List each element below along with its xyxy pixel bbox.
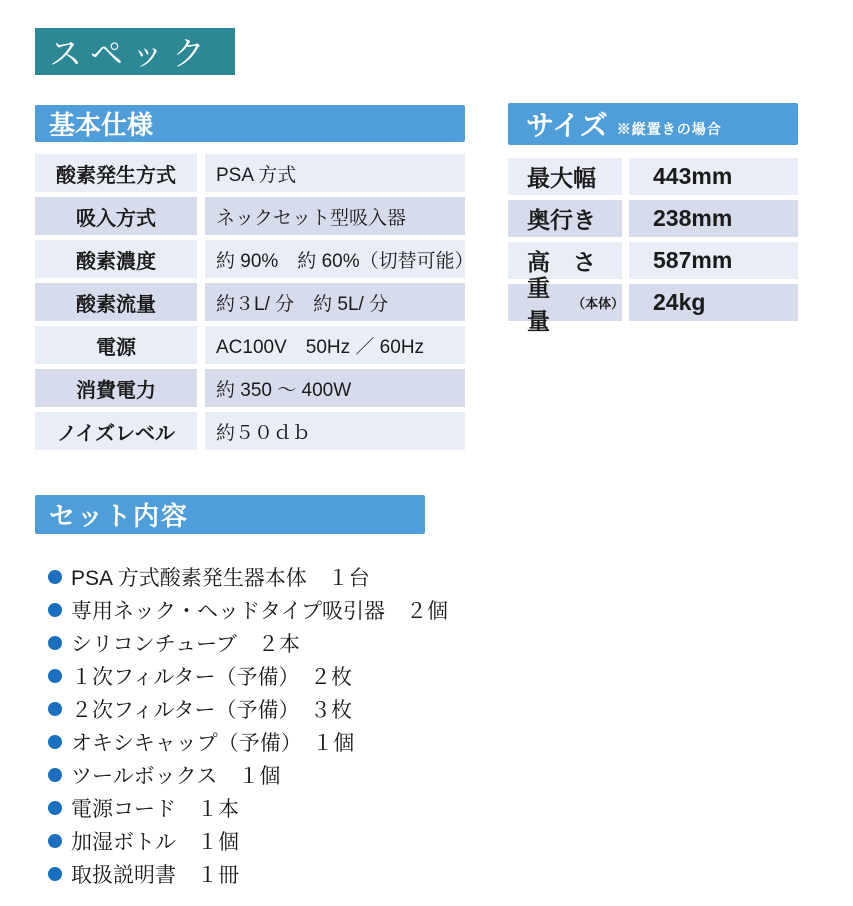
spec-row-label: 酸素発生方式 (35, 154, 197, 192)
spec-row-label: 消費電力 (35, 369, 197, 407)
basic-spec-header: 基本仕様 (35, 105, 465, 142)
spec-row (35, 326, 465, 364)
spec-row-label: 酸素濃度 (35, 240, 197, 278)
size-row (508, 158, 798, 195)
bullet-icon (48, 603, 62, 617)
bullet-icon (48, 801, 62, 815)
spec-row (35, 283, 465, 321)
size-header (508, 103, 798, 145)
spec-row-label: 電源 (35, 326, 197, 364)
set-item (35, 857, 495, 890)
size-row-value: 587mm (629, 242, 798, 279)
set-item (35, 626, 495, 659)
set-item-label: オキシキャップ（予備） １個 (71, 731, 355, 755)
size-row-label: 奥行き (508, 200, 622, 237)
set-item (35, 824, 495, 857)
spec-row-value: 約 90% 約 60%（切替可能） (205, 240, 465, 278)
spec-row-value: PSA 方式 (205, 154, 465, 192)
size-row-label-note: （本体） (572, 296, 625, 311)
set-item-label: ２次フィルター（予備） ３枚 (71, 698, 352, 722)
spec-row-value: ネックセット型吸入器 (205, 197, 465, 235)
spec-row (35, 369, 465, 407)
bullet-icon (48, 570, 62, 584)
size-row-value: 24kg (629, 284, 798, 321)
set-item-label: 電源コード １本 (71, 797, 239, 821)
size-header-note: ※縦置きの場合 (616, 121, 722, 137)
set-contents-section (35, 495, 495, 890)
set-item (35, 659, 495, 692)
spec-row (35, 240, 474, 278)
set-item-label: ツールボックス １個 (71, 764, 281, 788)
set-item (35, 725, 495, 758)
size-row (508, 200, 798, 237)
spec-row-label: 酸素流量 (35, 283, 197, 321)
size-row-label: 重量 （本体） (508, 284, 622, 321)
spec-row (35, 154, 465, 192)
bullet-icon (48, 735, 62, 749)
spec-row-label: 吸入方式 (35, 197, 197, 235)
bullet-icon (48, 867, 62, 881)
basic-spec-section (35, 105, 474, 455)
set-item (35, 593, 495, 626)
set-item-label: PSA 方式酸素発生器本体 １台 (71, 566, 370, 590)
set-item-label: 加湿ボトル １個 (71, 830, 239, 854)
size-table (508, 158, 798, 334)
set-item (35, 692, 495, 725)
bullet-icon (48, 768, 62, 782)
set-contents-header: セット内容 (35, 495, 425, 534)
set-item (35, 560, 495, 593)
bullet-icon (48, 669, 62, 683)
spec-row-value: 約５０ｄｂ (205, 412, 465, 450)
bullet-icon (48, 636, 62, 650)
set-item-label: シリコンチューブ ２本 (71, 632, 300, 656)
set-item (35, 758, 495, 791)
size-header-title: サイズ (526, 111, 608, 142)
set-contents-list (35, 560, 495, 890)
spec-row-value: 約 350 ～ 400W (205, 369, 465, 407)
set-item-label: 専用ネック・ヘッドタイプ吸引器 ２個 (71, 599, 448, 623)
size-row-value: 238mm (629, 200, 798, 237)
set-item-label: １次フィルター（予備） ２枚 (71, 665, 352, 689)
page-title: スペック (35, 28, 235, 75)
bullet-icon (48, 702, 62, 716)
size-row-label: 最大幅 (508, 158, 622, 195)
basic-spec-table (35, 154, 474, 450)
spec-row (35, 197, 465, 235)
spec-row-value: AC100V 50Hz ／ 60Hz (205, 326, 465, 364)
size-row-label: 高 さ (508, 242, 622, 279)
set-item-label: 取扱説明書 １冊 (71, 863, 239, 887)
set-item (35, 791, 495, 824)
spec-row-value: 約３L/ 分 約 5L/ 分 (205, 283, 465, 321)
size-row (508, 274, 798, 334)
spec-row (35, 412, 465, 450)
bullet-icon (48, 834, 62, 848)
size-section (508, 103, 798, 334)
size-row-value: 443mm (629, 158, 798, 195)
spec-row-label: ノイズレベル (35, 412, 197, 450)
